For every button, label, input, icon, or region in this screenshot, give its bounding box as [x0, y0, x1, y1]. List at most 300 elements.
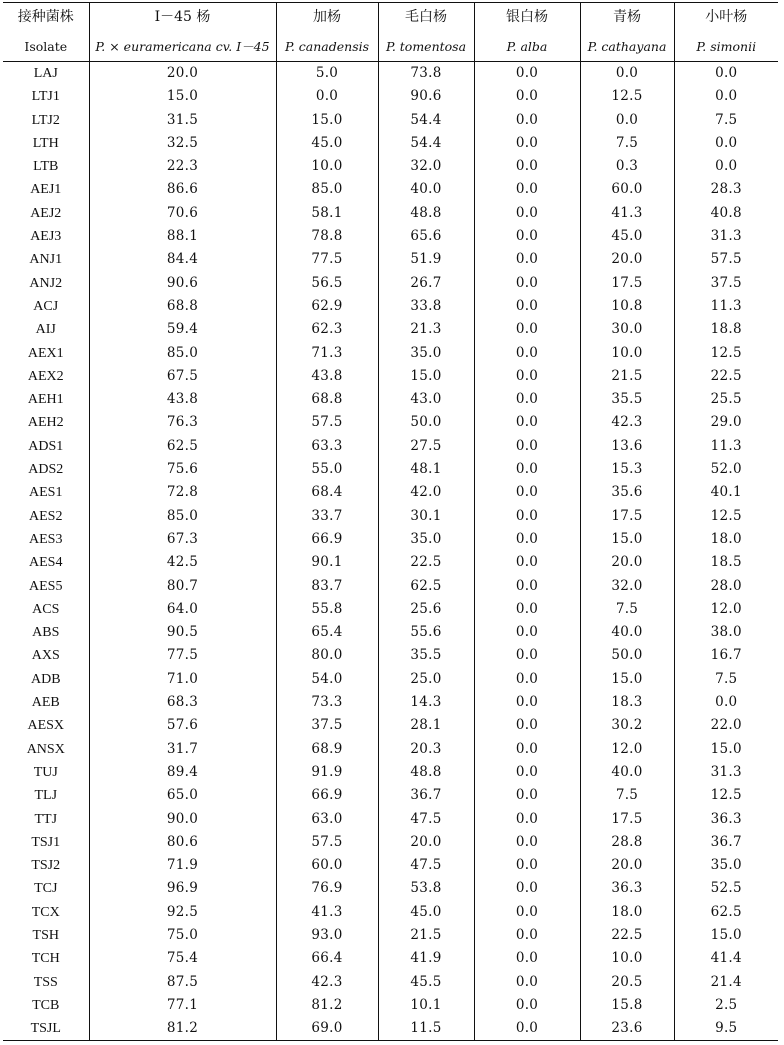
- table-row: [3, 738, 778, 761]
- table-row: [3, 248, 778, 271]
- cell-isolate: LTJ2: [3, 109, 89, 132]
- cell-tomentosa: 73.8: [378, 62, 474, 86]
- header-isolate-zh: 接种菌株: [3, 3, 89, 33]
- cell-simonii: 36.3: [710, 810, 742, 827]
- cell-cathayana: 36.3: [580, 877, 674, 900]
- cell-tomentosa: 25.0: [378, 668, 474, 691]
- cell-cathayana: 10.0: [580, 342, 674, 365]
- cell-i45: 31.5: [89, 109, 276, 132]
- cell-simonii: 18.5: [710, 554, 742, 571]
- cell-cathayana: 15.0: [580, 668, 674, 691]
- cell-tomentosa: 35.5: [378, 644, 474, 667]
- cell-canadensis: 60.0: [276, 854, 378, 877]
- cell-i45: 87.5: [89, 971, 276, 994]
- cell-canadensis: 66.9: [276, 784, 378, 807]
- pathogenicity-table: [3, 2, 778, 1041]
- cell-tomentosa: 41.9: [378, 947, 474, 970]
- cell-cathayana: 20.5: [580, 971, 674, 994]
- cell-cathayana: 10.0: [580, 947, 674, 970]
- cell-alba: 0.0: [474, 202, 580, 225]
- cell-alba: 0.0: [474, 901, 580, 924]
- cell-isolate: TUJ: [3, 761, 89, 784]
- table-row: [3, 318, 778, 341]
- cell-canadensis: 66.4: [276, 947, 378, 970]
- cell-i45: 59.4: [89, 318, 276, 341]
- cell-cathayana: 0.0: [580, 109, 674, 132]
- table-row: [3, 901, 778, 924]
- cell-cathayana: 35.5: [580, 388, 674, 411]
- cell-alba: 0.0: [474, 388, 580, 411]
- cell-simonii: 7.5: [715, 670, 738, 687]
- cell-canadensis: 63.3: [276, 435, 378, 458]
- cell-alba: 0.0: [474, 132, 580, 155]
- table-row: [3, 924, 778, 947]
- cell-alba: 0.0: [474, 971, 580, 994]
- cell-tomentosa: 51.9: [378, 248, 474, 271]
- cell-tomentosa: 62.5: [378, 575, 474, 598]
- cell-alba: 0.0: [474, 155, 580, 178]
- cell-canadensis: 90.1: [276, 551, 378, 574]
- cell-alba: 0.0: [474, 947, 580, 970]
- cell-isolate: ADS1: [3, 435, 89, 458]
- cell-isolate: TTJ: [3, 808, 89, 831]
- cell-simonii: 18.0: [710, 530, 742, 547]
- table-row: [3, 435, 778, 458]
- cell-cathayana: 17.5: [580, 272, 674, 295]
- table-row: [3, 1017, 778, 1041]
- cell-cathayana: 10.8: [580, 295, 674, 318]
- cell-tomentosa: 20.0: [378, 831, 474, 854]
- cell-simonii: 29.0: [710, 414, 742, 431]
- cell-i45: 32.5: [89, 132, 276, 155]
- cell-isolate: LTJ1: [3, 85, 89, 108]
- cell-isolate: TCH: [3, 947, 89, 970]
- cell-cathayana: 20.0: [580, 248, 674, 271]
- header-canadensis-en: [276, 32, 378, 62]
- cell-isolate: LTH: [3, 132, 89, 155]
- header-canadensis-zh: 加杨: [276, 3, 378, 33]
- cell-i45: 75.0: [89, 924, 276, 947]
- table-row: [3, 295, 778, 318]
- table-row: [3, 971, 778, 994]
- cell-canadensis: 78.8: [276, 225, 378, 248]
- cell-simonii: 15.0: [710, 926, 742, 943]
- cell-simonii: 57.5: [710, 251, 742, 268]
- cell-simonii: 0.0: [715, 65, 738, 81]
- cell-i45: 71.0: [89, 668, 276, 691]
- cell-cathayana: 23.6: [580, 1017, 674, 1041]
- table-row: [3, 877, 778, 900]
- cell-i45: 80.6: [89, 831, 276, 854]
- cell-cathayana: 60.0: [580, 178, 674, 201]
- cell-isolate: TSJL: [3, 1017, 89, 1041]
- table-row: [3, 598, 778, 621]
- cell-i45: 67.5: [89, 365, 276, 388]
- cell-canadensis: 93.0: [276, 924, 378, 947]
- table-row: [3, 505, 778, 528]
- cell-isolate: AES4: [3, 551, 89, 574]
- table-row: [3, 854, 778, 877]
- cell-i45: 57.6: [89, 714, 276, 737]
- cell-alba: 0.0: [474, 109, 580, 132]
- cell-isolate: TCB: [3, 994, 89, 1017]
- cell-isolate: ANSX: [3, 738, 89, 761]
- table-row: [3, 784, 778, 807]
- cell-canadensis: 77.5: [276, 248, 378, 271]
- cell-cathayana: 15.0: [580, 528, 674, 551]
- cell-cathayana: 12.5: [580, 85, 674, 108]
- cell-isolate: ANJ2: [3, 272, 89, 295]
- cell-isolate: TSH: [3, 924, 89, 947]
- cell-simonii: 37.5: [710, 274, 742, 291]
- cell-canadensis: 54.0: [276, 668, 378, 691]
- cell-simonii: 15.0: [710, 740, 742, 757]
- cell-i45: 62.5: [89, 435, 276, 458]
- cell-isolate: ADS2: [3, 458, 89, 481]
- cell-i45: 75.4: [89, 947, 276, 970]
- cell-isolate: AEJ1: [3, 178, 89, 201]
- header-isolate-en: Isolate: [3, 32, 89, 62]
- cell-isolate: TCX: [3, 901, 89, 924]
- cell-canadensis: 37.5: [276, 714, 378, 737]
- cell-isolate: LTB: [3, 155, 89, 178]
- cell-alba: 0.0: [474, 272, 580, 295]
- cell-tomentosa: 48.8: [378, 202, 474, 225]
- cell-i45: 76.3: [89, 411, 276, 434]
- cell-tomentosa: 54.4: [378, 109, 474, 132]
- cell-simonii: 31.3: [710, 763, 742, 780]
- cell-tomentosa: 36.7: [378, 784, 474, 807]
- cell-canadensis: 56.5: [276, 272, 378, 295]
- cell-isolate: AES1: [3, 481, 89, 504]
- table-row: [3, 62, 778, 86]
- cell-cathayana: 32.0: [580, 575, 674, 598]
- cell-i45: 65.0: [89, 784, 276, 807]
- table-row: [3, 947, 778, 970]
- cell-tomentosa: 40.0: [378, 178, 474, 201]
- cell-isolate: AEX1: [3, 342, 89, 365]
- cell-tomentosa: 22.5: [378, 551, 474, 574]
- cell-i45: 77.1: [89, 994, 276, 1017]
- cell-canadensis: 55.0: [276, 458, 378, 481]
- cell-simonii: 9.5: [715, 1020, 738, 1037]
- cell-canadensis: 65.4: [276, 621, 378, 644]
- header-simonii-en: [674, 32, 778, 62]
- cell-isolate: ABS: [3, 621, 89, 644]
- cell-alba: 0.0: [474, 248, 580, 271]
- cell-tomentosa: 20.3: [378, 738, 474, 761]
- table-row: [3, 621, 778, 644]
- cell-i45: 89.4: [89, 761, 276, 784]
- cell-cathayana: 21.5: [580, 365, 674, 388]
- cell-simonii: 38.0: [710, 624, 742, 641]
- table-row: [3, 691, 778, 714]
- cell-i45: 15.0: [89, 85, 276, 108]
- cell-tomentosa: 35.0: [378, 342, 474, 365]
- header-alba-en: [474, 32, 580, 62]
- cell-i45: 43.8: [89, 388, 276, 411]
- table-row: [3, 831, 778, 854]
- header-tomentosa-en: [378, 32, 474, 62]
- cell-alba: 0.0: [474, 784, 580, 807]
- cell-alba: 0.0: [474, 575, 580, 598]
- cell-canadensis: 69.0: [276, 1017, 378, 1041]
- cell-canadensis: 81.2: [276, 994, 378, 1017]
- cell-isolate: TLJ: [3, 784, 89, 807]
- cell-tomentosa: 14.3: [378, 691, 474, 714]
- table-row: [3, 132, 778, 155]
- cell-cathayana: 20.0: [580, 551, 674, 574]
- cell-simonii: 12.5: [710, 344, 742, 361]
- cell-isolate: AES2: [3, 505, 89, 528]
- cell-cathayana: 50.0: [580, 644, 674, 667]
- cell-tomentosa: 54.4: [378, 132, 474, 155]
- cell-tomentosa: 90.6: [378, 85, 474, 108]
- cell-canadensis: 42.3: [276, 971, 378, 994]
- cell-canadensis: 15.0: [276, 109, 378, 132]
- cell-i45: 72.8: [89, 481, 276, 504]
- table-row: [3, 109, 778, 132]
- cell-canadensis: 10.0: [276, 155, 378, 178]
- cell-cathayana: 7.5: [580, 132, 674, 155]
- cell-simonii: 25.5: [710, 391, 742, 408]
- cell-canadensis: 58.1: [276, 202, 378, 225]
- cell-simonii: 35.0: [710, 857, 742, 874]
- cell-cathayana: 41.3: [580, 202, 674, 225]
- cell-isolate: AEJ3: [3, 225, 89, 248]
- cell-simonii: 7.5: [715, 111, 738, 128]
- cell-canadensis: 83.7: [276, 575, 378, 598]
- cell-canadensis: 57.5: [276, 411, 378, 434]
- cell-tomentosa: 50.0: [378, 411, 474, 434]
- cell-alba: 0.0: [474, 831, 580, 854]
- cell-canadensis: 41.3: [276, 901, 378, 924]
- cell-alba: 0.0: [474, 85, 580, 108]
- cell-alba: 0.0: [474, 668, 580, 691]
- table-row: [3, 481, 778, 504]
- cell-cathayana: 30.0: [580, 318, 674, 341]
- table-row: [3, 365, 778, 388]
- table-row: [3, 388, 778, 411]
- cell-isolate: TSS: [3, 971, 89, 994]
- cell-simonii: 40.8: [710, 204, 742, 221]
- cell-tomentosa: 33.8: [378, 295, 474, 318]
- cell-isolate: TSJ1: [3, 831, 89, 854]
- cell-tomentosa: 30.1: [378, 505, 474, 528]
- cell-cathayana: 40.0: [580, 621, 674, 644]
- cell-simonii: 28.3: [710, 181, 742, 198]
- cell-isolate: ACS: [3, 598, 89, 621]
- cell-i45: 22.3: [89, 155, 276, 178]
- cell-canadensis: 71.3: [276, 342, 378, 365]
- cell-canadensis: 68.8: [276, 388, 378, 411]
- cell-i45: 96.9: [89, 877, 276, 900]
- cell-tomentosa: 15.0: [378, 365, 474, 388]
- cell-canadensis: 57.5: [276, 831, 378, 854]
- cell-simonii: 0.0: [715, 134, 738, 151]
- cell-alba: 0.0: [474, 365, 580, 388]
- cell-tomentosa: 27.5: [378, 435, 474, 458]
- header-i45-en-text: P. × euramericana cv. I－45: [95, 39, 270, 54]
- cell-alba: 0.0: [474, 621, 580, 644]
- header-alba-en-text: P. alba: [506, 39, 548, 54]
- cell-i45: 80.7: [89, 575, 276, 598]
- table-row: [3, 342, 778, 365]
- cell-canadensis: 63.0: [276, 808, 378, 831]
- table-row: [3, 178, 778, 201]
- cell-isolate: TCJ: [3, 877, 89, 900]
- cell-i45: 67.3: [89, 528, 276, 551]
- cell-cathayana: 45.0: [580, 225, 674, 248]
- cell-i45: 68.8: [89, 295, 276, 318]
- cell-isolate: AES3: [3, 528, 89, 551]
- header-simonii-zh: 小叶杨: [705, 9, 748, 25]
- header-canadensis-en-text: P. canadensis: [284, 39, 370, 54]
- cell-canadensis: 73.3: [276, 691, 378, 714]
- cell-simonii: 0.0: [715, 694, 738, 711]
- cell-i45: 31.7: [89, 738, 276, 761]
- cell-cathayana: 35.6: [580, 481, 674, 504]
- cell-i45: 71.9: [89, 854, 276, 877]
- cell-isolate: AEH1: [3, 388, 89, 411]
- cell-i45: 84.4: [89, 248, 276, 271]
- header-cathayana-en: [580, 32, 674, 62]
- cell-canadensis: 68.9: [276, 738, 378, 761]
- table-row: [3, 85, 778, 108]
- table-header: [3, 3, 778, 62]
- cell-simonii: 11.3: [710, 297, 742, 314]
- cell-i45: 85.0: [89, 505, 276, 528]
- cell-alba: 0.0: [474, 808, 580, 831]
- header-cathayana-en-text: P. cathayana: [587, 39, 667, 54]
- cell-simonii: 2.5: [715, 996, 738, 1013]
- cell-alba: 0.0: [474, 505, 580, 528]
- cell-simonii: 36.7: [710, 833, 742, 850]
- cell-alba: 0.0: [474, 225, 580, 248]
- cell-alba: 0.0: [474, 551, 580, 574]
- cell-alba: 0.0: [474, 1017, 580, 1041]
- cell-cathayana: 20.0: [580, 854, 674, 877]
- cell-i45: 90.6: [89, 272, 276, 295]
- cell-canadensis: 85.0: [276, 178, 378, 201]
- cell-i45: 85.0: [89, 342, 276, 365]
- table-row: [3, 155, 778, 178]
- cell-alba: 0.0: [474, 877, 580, 900]
- cell-alba: 0.0: [474, 481, 580, 504]
- cell-cathayana: 17.5: [580, 505, 674, 528]
- cell-i45: 90.5: [89, 621, 276, 644]
- cell-tomentosa: 26.7: [378, 272, 474, 295]
- cell-isolate: AESX: [3, 714, 89, 737]
- cell-simonii: 12.0: [710, 600, 742, 617]
- cell-isolate: LAJ: [3, 62, 89, 86]
- cell-tomentosa: 65.6: [378, 225, 474, 248]
- cell-alba: 0.0: [474, 738, 580, 761]
- cell-tomentosa: 11.5: [378, 1017, 474, 1041]
- cell-tomentosa: 45.0: [378, 901, 474, 924]
- cell-simonii: 28.0: [710, 577, 742, 594]
- cell-isolate: TSJ2: [3, 854, 89, 877]
- cell-alba: 0.0: [474, 528, 580, 551]
- cell-i45: 90.0: [89, 808, 276, 831]
- cell-isolate: ANJ1: [3, 248, 89, 271]
- cell-simonii: 16.7: [710, 647, 742, 664]
- cell-canadensis: 62.3: [276, 318, 378, 341]
- cell-tomentosa: 48.8: [378, 761, 474, 784]
- cell-isolate: AES5: [3, 575, 89, 598]
- cell-i45: 86.6: [89, 178, 276, 201]
- cell-alba: 0.0: [474, 318, 580, 341]
- cell-tomentosa: 25.6: [378, 598, 474, 621]
- cell-canadensis: 43.8: [276, 365, 378, 388]
- cell-cathayana: 7.5: [580, 598, 674, 621]
- cell-alba: 0.0: [474, 644, 580, 667]
- header-row-chinese: [3, 3, 778, 33]
- cell-alba: 0.0: [474, 342, 580, 365]
- cell-alba: 0.0: [474, 854, 580, 877]
- cell-canadensis: 80.0: [276, 644, 378, 667]
- cell-tomentosa: 21.5: [378, 924, 474, 947]
- cell-cathayana: 13.6: [580, 435, 674, 458]
- cell-canadensis: 33.7: [276, 505, 378, 528]
- table-row: [3, 551, 778, 574]
- header-alba-zh: 银白杨: [474, 3, 580, 33]
- header-simonii-en-text: P. simonii: [696, 39, 757, 54]
- header-tomentosa-zh: 毛白杨: [378, 3, 474, 33]
- cell-canadensis: 55.8: [276, 598, 378, 621]
- cell-tomentosa: 53.8: [378, 877, 474, 900]
- cell-alba: 0.0: [474, 435, 580, 458]
- cell-isolate: AEJ2: [3, 202, 89, 225]
- cell-canadensis: 76.9: [276, 877, 378, 900]
- cell-canadensis: 62.9: [276, 295, 378, 318]
- cell-cathayana: 18.0: [580, 901, 674, 924]
- cell-alba: 0.0: [474, 178, 580, 201]
- cell-simonii: 21.4: [710, 973, 742, 990]
- cell-simonii: 62.5: [710, 903, 742, 920]
- cell-canadensis: 0.0: [276, 85, 378, 108]
- cell-alba: 0.0: [474, 691, 580, 714]
- cell-cathayana: 7.5: [580, 784, 674, 807]
- cell-simonii: 12.5: [710, 507, 742, 524]
- cell-simonii: 12.5: [710, 787, 742, 804]
- cell-i45: 20.0: [89, 62, 276, 86]
- cell-alba: 0.0: [474, 598, 580, 621]
- cell-alba: 0.0: [474, 714, 580, 737]
- cell-tomentosa: 43.0: [378, 388, 474, 411]
- cell-alba: 0.0: [474, 62, 580, 86]
- cell-i45: 42.5: [89, 551, 276, 574]
- cell-isolate: AIJ: [3, 318, 89, 341]
- cell-cathayana: 17.5: [580, 808, 674, 831]
- table-row: [3, 575, 778, 598]
- header-cathayana-zh: 青杨: [580, 3, 674, 33]
- cell-i45: 64.0: [89, 598, 276, 621]
- cell-isolate: ADB: [3, 668, 89, 691]
- cell-tomentosa: 55.6: [378, 621, 474, 644]
- cell-i45: 77.5: [89, 644, 276, 667]
- cell-tomentosa: 35.0: [378, 528, 474, 551]
- cell-simonii: 0.0: [715, 88, 738, 105]
- table-row: [3, 994, 778, 1017]
- cell-tomentosa: 47.5: [378, 854, 474, 877]
- cell-canadensis: 45.0: [276, 132, 378, 155]
- cell-i45: 68.3: [89, 691, 276, 714]
- cell-cathayana: 0.3: [580, 155, 674, 178]
- cell-i45: 70.6: [89, 202, 276, 225]
- table-row: [3, 761, 778, 784]
- table-row: [3, 458, 778, 481]
